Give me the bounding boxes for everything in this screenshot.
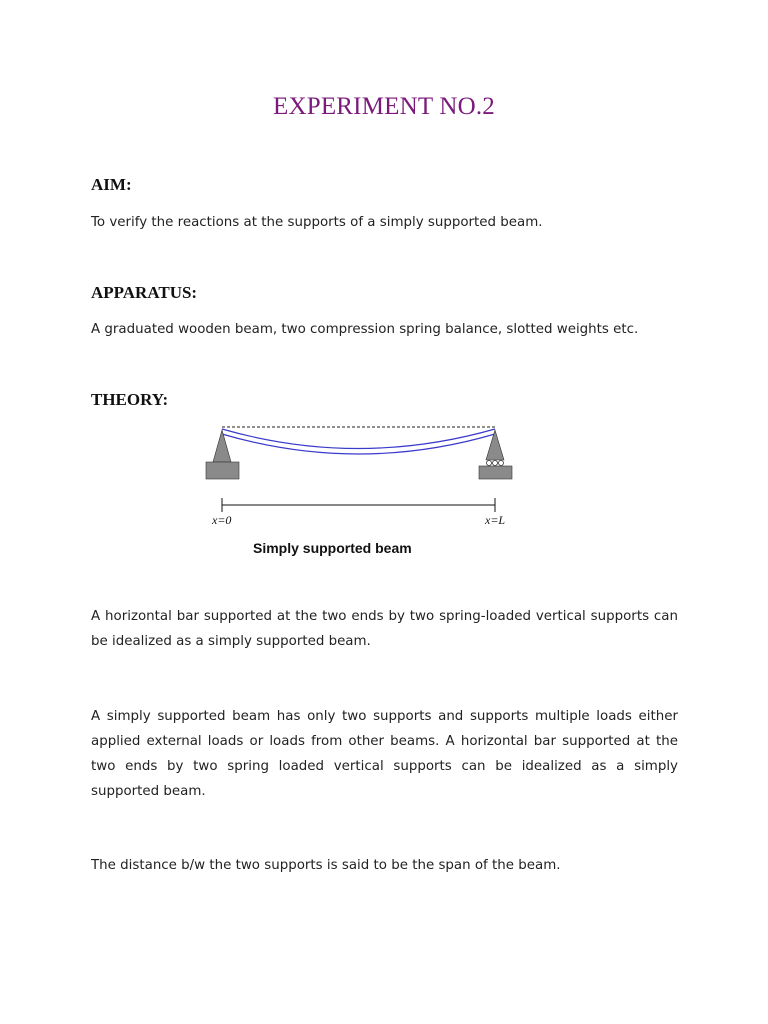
roller-middle: [493, 461, 498, 466]
simply-supported-beam-diagram: [200, 420, 520, 528]
right-support-base: [479, 466, 512, 479]
roller-right: [499, 461, 504, 466]
span-label-right: x=L: [485, 513, 506, 527]
theory-heading: THEORY:: [91, 390, 169, 409]
aim-text: To verify the reactions at the supports of a simply supported beam.: [91, 215, 543, 230]
theory-paragraph-2: A simply supported beam has only two supports and supports multiple loads either applied external loads or loads from other beams. A horizontal bar supported at the two ends by two spring loaded vertical supports can be idealized as a simply supported beam.: [91, 709, 678, 799]
apparatus-text: A graduated wooden beam, two compression spring balance, slotted weights etc.: [91, 322, 639, 337]
roller-left: [487, 461, 492, 466]
deflected-beam-upper: [222, 429, 495, 449]
roller-support-icon: [486, 430, 504, 460]
figure-caption: Simply supported beam: [253, 540, 412, 556]
pin-support-icon: [213, 430, 231, 462]
page-title: EXPERIMENT NO.2: [273, 93, 495, 120]
span-label-left: x=0: [212, 513, 232, 527]
aim-heading: AIM:: [91, 175, 132, 194]
theory-paragraph-1: A horizontal bar supported at the two ends by two spring-loaded vertical supports can be idealized as a simply supported beam.: [91, 609, 678, 649]
apparatus-heading: APPARATUS:: [91, 283, 198, 302]
left-support-base: [206, 462, 239, 479]
beam-figure: [200, 420, 520, 528]
theory-paragraph-3: The distance b/w the two supports is said to be the span of the beam.: [91, 858, 561, 873]
deflected-beam-lower: [222, 434, 495, 454]
